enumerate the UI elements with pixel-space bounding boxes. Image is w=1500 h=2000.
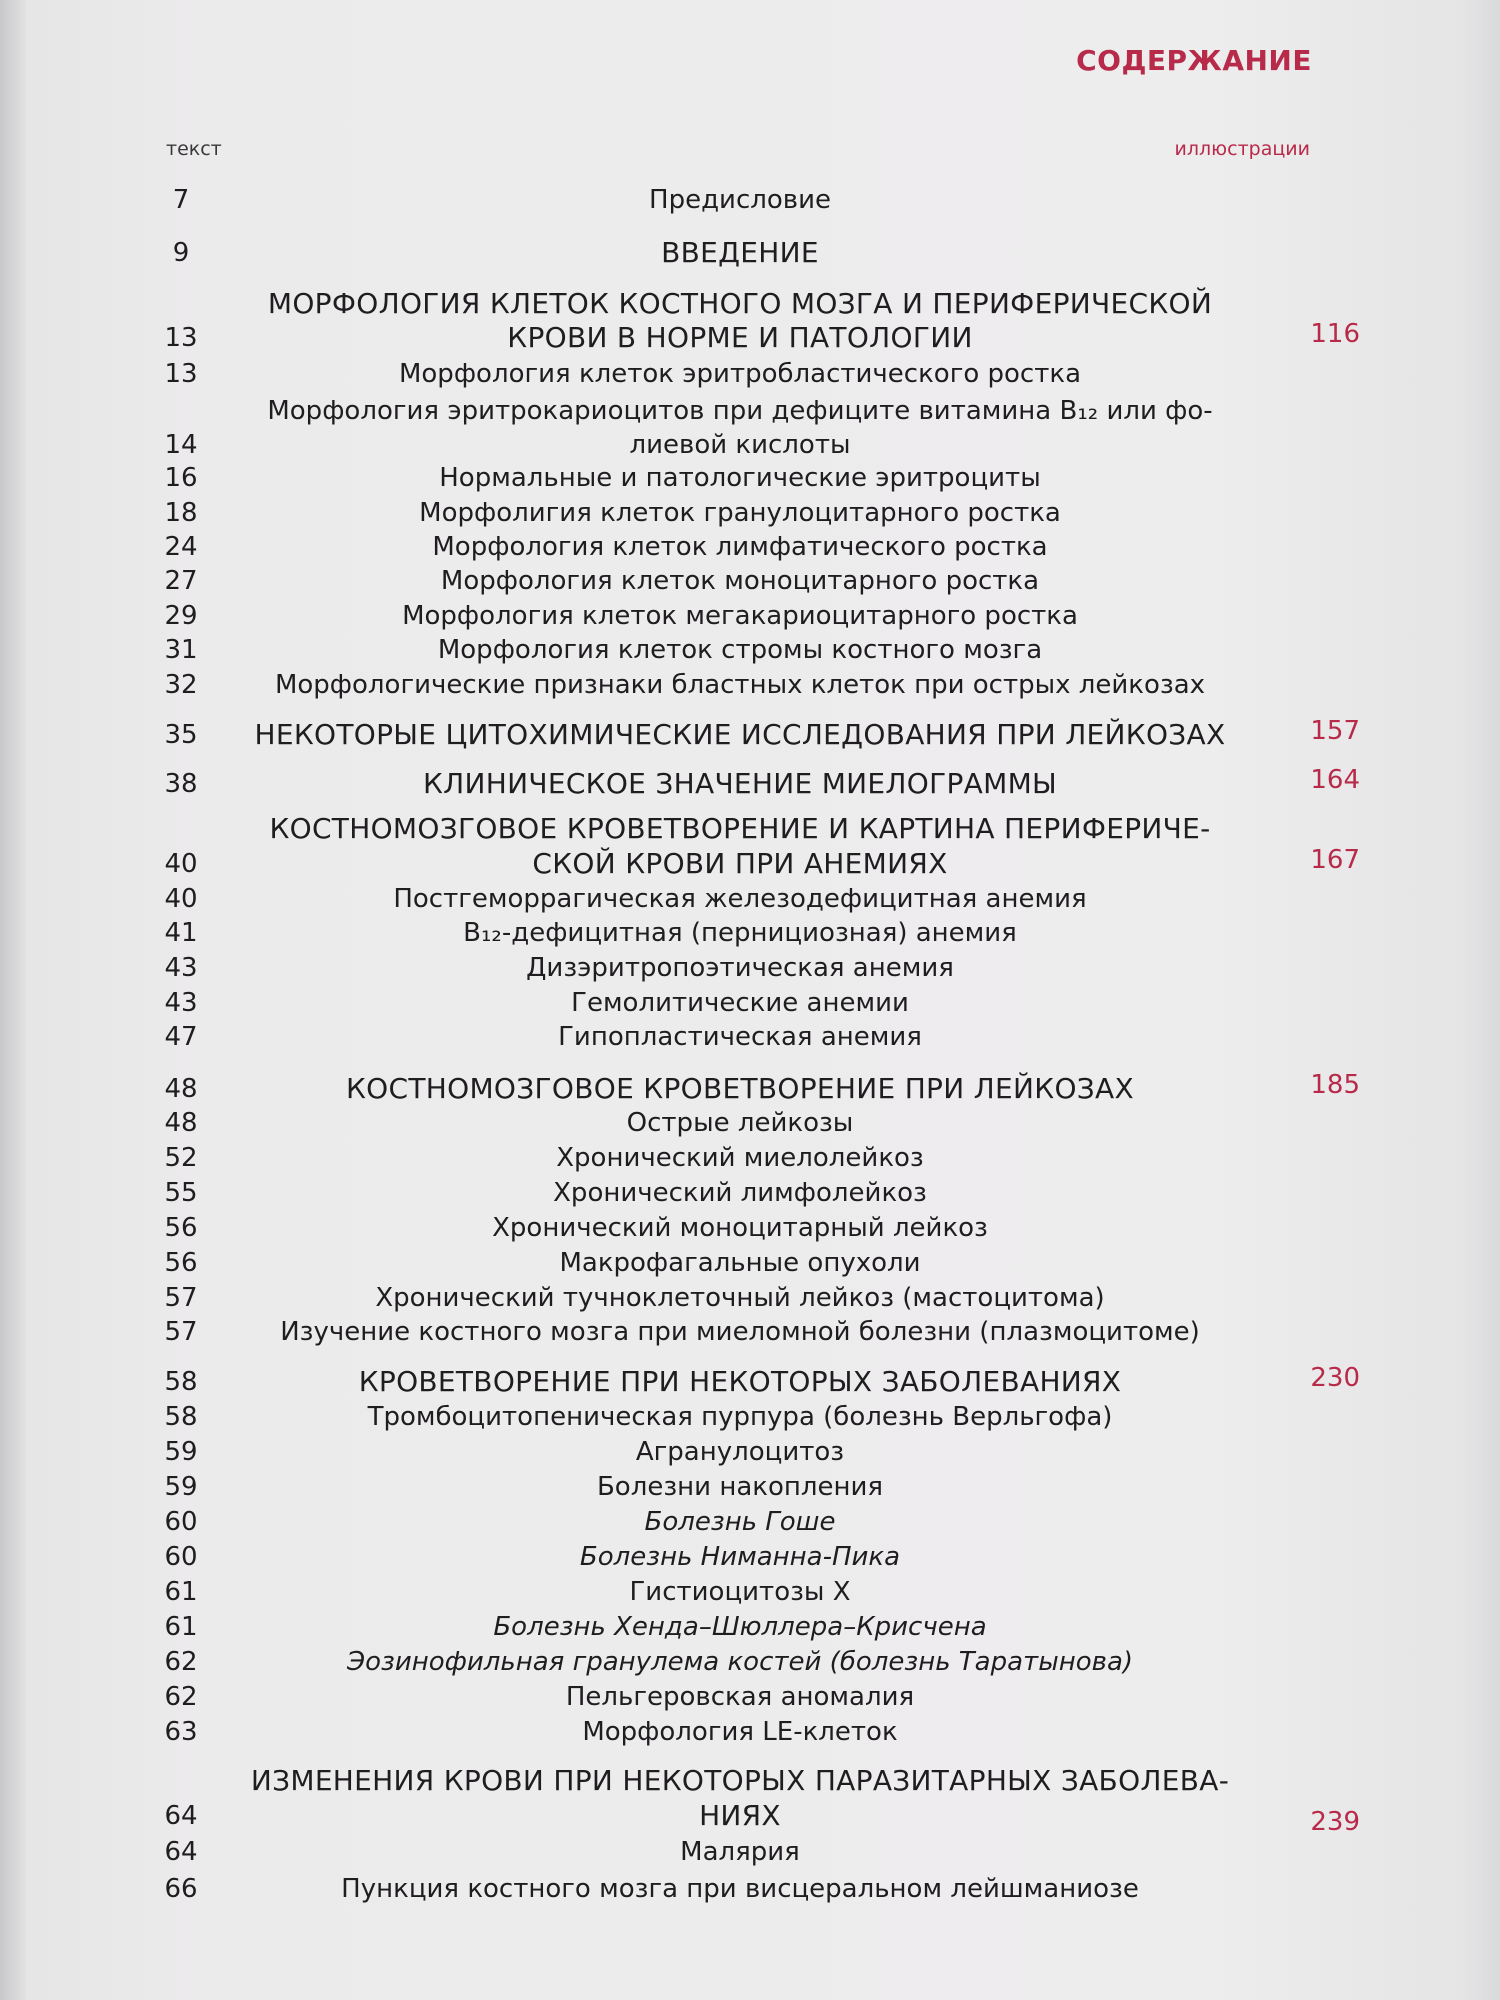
toc-section-title: ВВЕДЕНИЕ — [661, 236, 819, 269]
toc-page-number: 47 — [164, 1022, 198, 1052]
toc-entry-title: Агранулоцитоз — [635, 1437, 845, 1467]
toc-entry-title: Гемолитические анемии — [571, 988, 909, 1018]
toc-entry-title: Хронический моноцитарный лейкоз — [492, 1213, 988, 1243]
toc-entry-title: Тромбоцитопеническая пурпура (болезнь Верльгофа) — [367, 1402, 1113, 1432]
toc-page-number: 63 — [164, 1717, 198, 1747]
toc-entry-title: Острые лейкозы — [626, 1108, 854, 1138]
toc-section-title-line2: НИЯХ — [699, 1799, 781, 1832]
toc-entry-title: Болезни накопления — [596, 1472, 884, 1502]
toc-entry-title: Постгеморрагическая железодефицитная анемия — [393, 884, 1087, 914]
toc-entry-title: Морфология клеток моноцитарного ростка — [440, 566, 1040, 596]
toc-entry-title: Хронический миелолейкоз — [556, 1143, 924, 1173]
toc-entry-title: Морфология клеток мегакариоцитарного ростка — [402, 601, 1078, 631]
toc-page-number: 60 — [164, 1507, 198, 1537]
toc-entry-title: Предисловие — [649, 185, 831, 215]
toc-page-number: 48 — [164, 1108, 198, 1138]
toc-section-title: КОСТНОМОЗГОВОЕ КРОВЕТВОРЕНИЕ ПРИ ЛЕЙКОЗАХ — [346, 1072, 1134, 1105]
toc-page-number: 61 — [164, 1612, 198, 1642]
toc-page-number: 62 — [164, 1682, 198, 1712]
page-title: СОДЕРЖАНИЕ — [1076, 44, 1312, 77]
toc-entry-title: Эозинофильная гранулема костей (болезнь Таратынова) — [346, 1647, 1134, 1677]
toc-entry-title: Пункция костного мозга при висцеральном лейшманиозе — [341, 1874, 1139, 1904]
toc-page-number: 57 — [164, 1283, 198, 1313]
toc-page-number: 48 — [164, 1074, 198, 1104]
toc-page-number: 29 — [164, 601, 198, 631]
toc-entry-title: Гипопластическая анемия — [558, 1022, 922, 1052]
toc-page-number: 52 — [164, 1143, 198, 1173]
toc-entry-title: В₁₂-дефицитная (пернициозная) анемия — [463, 918, 1017, 948]
toc-page-number: 16 — [164, 463, 198, 493]
illustrations-column-label: иллюстрации — [1174, 138, 1310, 160]
toc-page-number: 35 — [164, 720, 198, 750]
toc-section-title-line2: СКОЙ КРОВИ ПРИ АНЕМИЯХ — [532, 847, 948, 880]
toc-page-number: 60 — [164, 1542, 198, 1572]
toc-entry-title: Болезнь Хенда–Шюллера–Крисчена — [493, 1612, 987, 1642]
toc-entry-title: Малярия — [680, 1837, 800, 1867]
toc-page-number: 40 — [164, 849, 198, 879]
toc-page-number: 58 — [164, 1402, 198, 1432]
toc-page-number: 7 — [172, 185, 190, 215]
illustration-page-number: 167 — [1310, 845, 1360, 875]
toc-page-number: 40 — [164, 884, 198, 914]
toc-page-number: 64 — [164, 1837, 198, 1867]
toc-page-number: 31 — [164, 635, 198, 665]
toc-page-number: 58 — [164, 1367, 198, 1397]
toc-entry-title: Морфология LE-клеток — [582, 1717, 898, 1747]
toc-page-number: 55 — [164, 1178, 198, 1208]
toc-page-number: 14 — [164, 430, 198, 460]
illustration-page-number: 164 — [1310, 765, 1360, 795]
toc-entry-title: Морфология клеток стромы костного мозга — [437, 635, 1043, 665]
illustration-page-number: 116 — [1310, 319, 1360, 349]
toc-section-title-line2: КРОВИ В НОРМЕ И ПАТОЛОГИИ — [507, 321, 973, 354]
toc-section-title: КЛИНИЧЕСКОЕ ЗНАЧЕНИЕ МИЕЛОГРАММЫ — [422, 767, 1058, 800]
toc-page-number: 61 — [164, 1577, 198, 1607]
toc-page-number: 32 — [164, 670, 198, 700]
toc-entry-title: Морфология клеток эритробластического ростка — [398, 359, 1082, 389]
toc-section-title-line1: МОРФОЛОГИЯ КЛЕТОК КОСТНОГО МОЗГА И ПЕРИФЕРИЧЕСКОЙ — [267, 287, 1213, 320]
toc-entry-title: Болезнь Ниманна-Пика — [579, 1542, 901, 1572]
toc-section-title: НЕКОТОРЫЕ ЦИТОХИМИЧЕСКИЕ ИССЛЕДОВАНИЯ ПРИ ЛЕЙКОЗАХ — [254, 718, 1226, 751]
toc-page-number: 66 — [164, 1874, 198, 1904]
toc-entry-title: Хронический тучноклеточный лейкоз (мастоцитома) — [375, 1283, 1105, 1313]
toc-entry-title: Морфология клеток лимфатического ростка — [432, 532, 1048, 562]
toc-entry-title-line1: Морфология эритрокариоцитов при дефиците витамина В₁₂ или фо- — [267, 396, 1213, 426]
toc-page-number: 56 — [164, 1248, 198, 1278]
illustration-page-number: 239 — [1310, 1807, 1360, 1837]
toc-entry-title: Макрофагальные опухоли — [559, 1248, 921, 1278]
toc-page-number: 13 — [164, 359, 198, 389]
toc-page-number: 24 — [164, 532, 198, 562]
toc-entry-title: Болезнь Гоше — [644, 1507, 836, 1537]
toc-page-number: 38 — [164, 769, 198, 799]
toc-page-number: 43 — [164, 953, 198, 983]
toc-entry-title: Хронический лимфолейкоз — [553, 1178, 927, 1208]
toc-entry-title-line2: лиевой кислоты — [629, 430, 851, 460]
toc-page-number: 9 — [172, 238, 190, 268]
toc-page-number: 41 — [164, 918, 198, 948]
toc-page-number: 59 — [164, 1437, 198, 1467]
illustration-page-number: 230 — [1310, 1363, 1360, 1393]
toc-section-title: КРОВЕТВОРЕНИЕ ПРИ НЕКОТОРЫХ ЗАБОЛЕВАНИЯХ — [358, 1365, 1122, 1398]
toc-entry-title: Изучение костного мозга при миеломной болезни (плазмоцитоме) — [280, 1317, 1200, 1347]
illustration-page-number: 185 — [1310, 1070, 1360, 1100]
toc-page-number: 64 — [164, 1801, 198, 1831]
toc-page-number: 59 — [164, 1472, 198, 1502]
toc-entry-title: Пельгеровская аномалия — [565, 1682, 915, 1712]
toc-entry-title: Гистиоцитозы Х — [629, 1577, 851, 1607]
toc-entry-title: Морфолигия клеток гранулоцитарного ростка — [419, 498, 1061, 528]
toc-page-number: 56 — [164, 1213, 198, 1243]
toc-page-number: 62 — [164, 1647, 198, 1677]
toc-page-number: 57 — [164, 1317, 198, 1347]
text-column-label: текст — [166, 138, 222, 160]
toc-section-title-line1: ИЗМЕНЕНИЯ КРОВИ ПРИ НЕКОТОРЫХ ПАРАЗИТАРНЫХ ЗАБОЛЕВА- — [250, 1764, 1230, 1797]
toc-page-number: 18 — [164, 498, 198, 528]
toc-page-number: 13 — [164, 323, 198, 353]
toc-section-title-line1: КОСТНОМОЗГОВОЕ КРОВЕТВОРЕНИЕ И КАРТИНА ПЕРИФЕРИЧЕ- — [269, 812, 1211, 845]
toc-page-number: 27 — [164, 566, 198, 596]
toc-entry-title: Дизэритропоэтическая анемия — [526, 953, 954, 983]
toc-page-number: 43 — [164, 988, 198, 1018]
toc-entry-title: Морфологические признаки бластных клеток при острых лейкозах — [274, 670, 1206, 700]
toc-entry-title: Нормальные и патологические эритроциты — [439, 463, 1041, 493]
illustration-page-number: 157 — [1310, 716, 1360, 746]
